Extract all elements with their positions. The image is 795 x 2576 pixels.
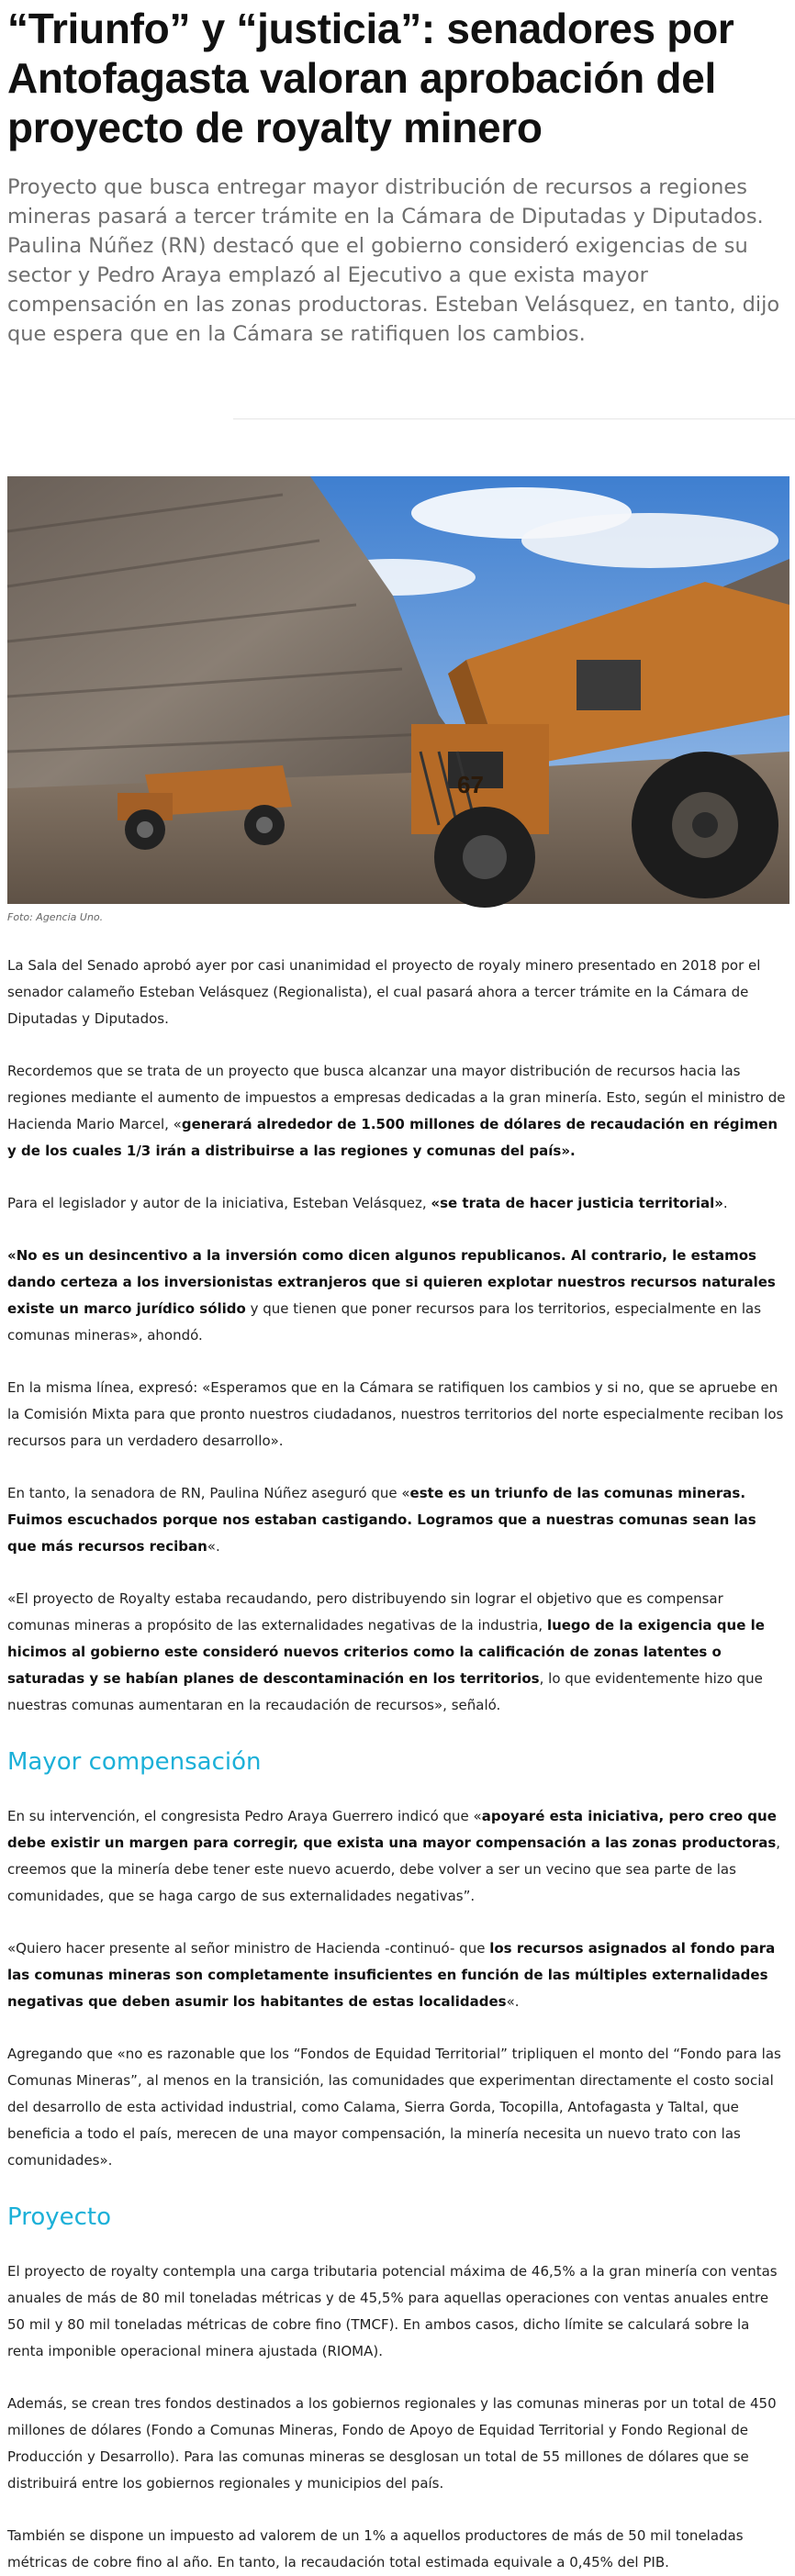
divider xyxy=(233,418,795,419)
paragraph: El proyecto de royalty contempla una carga tributaria potencial máxima de 46,5% a la gran minería con ventas anuales de más de 80 mil toneladas métricas y de 45,5% para aquellas operaciones con ventas anuales entre 50 mil y 80 mil toneladas métricas de cobre fino (TMCF). En ambos casos, dicho límite se calculará sobre la renta imponible operacional minera ajustada (RIOMA). xyxy=(7,2263,778,2359)
hero-image xyxy=(7,476,789,904)
paragraph: «El proyecto de Royalty estaba recaudando, pero distribuyendo sin lograr el objetivo que es compensar comunas mineras a propósito de las externalidades negativas de la industria, luego de la exigencia que le hicimos al gobierno este consideró nuevos criterios como la calificación de zonas latentes o saturadas y se habían planes de descontaminación en los territorios, lo que evidentemente hizo que nuestras comunas aumentaran en la recaudación de recursos», señaló. xyxy=(7,1590,765,1713)
article xyxy=(0,4,795,2576)
article-body xyxy=(7,953,788,2576)
mining-trucks-photo xyxy=(7,476,789,904)
truck-number: 67 xyxy=(457,771,484,798)
paragraph: «Quiero hacer presente al señor ministro de Hacienda -continuó- que los recursos asignados al fondo para las comunas mineras son completamente insuficientes en función de las múltiples externalidades negativas que deben asumir los habitantes de estas localidades«. xyxy=(7,1940,776,2010)
section-heading-proyecto: Proyecto xyxy=(7,2203,112,2231)
paragraph: Recordemos que se trata de un proyecto que busca alcanzar una mayor distribución de recursos hacia las regiones mediante el aumento de impuestos a empresas dedicadas a la gran minería. Esto, según el ministro de Hacienda Mario Marcel, «generará alrededor de 1.500 millones de dólares de recaudación en régimen y de los cuales 1/3 irán a distribuirse a las regiones y comunas del país». xyxy=(7,1063,786,1159)
article-title: “Triunfo” y “justicia”: senadores por Antofagasta valoran aprobación del proyecto de royalty minero xyxy=(7,5,734,151)
paragraph: En su intervención, el congresista Pedro Araya Guerrero indicó que «apoyaré esta iniciativa, pero creo que debe existir un margen para corregir, que exista una mayor compensación a las zonas productoras, creemos que la minería debe tener este nuevo acuerdo, debe volver a ser un vecino que sea parte de las comunidades, que se haga cargo de sus externalidades negativas”. xyxy=(7,1808,781,1904)
paragraph: Para el legislador y autor de la iniciativa, Esteban Velásquez, «se trata de hacer justicia territorial». xyxy=(7,1195,728,1211)
paragraph: Agregando que «no es razonable que los “Fondos de Equidad Territorial” tripliquen el monto del “Fondo para las Comunas Mineras”, al menos en la transición, las comunidades que experimentan directamente el costo social del desarrollo de esta actividad industrial, como Calama, Sierra Gorda, Tocopilla, Antofagasta y Taltal, que beneficia a todo el país, merecen de una mayor compensación, la minería necesita un nuevo trato con las comunidades». xyxy=(7,2046,781,2169)
paragraph: Además, se crean tres fondos destinados a los gobiernos regionales y las comunas mineras por un total de 450 millones de dólares (Fondo a Comunas Mineras, Fondo de Apoyo de Equidad Territorial y Fondo Regional de Producción y Desarrollo). Para las comunas mineras se desglosan un total de 55 millones de dólares que se distribuirá entre los gobiernos regionales y municipios del país. xyxy=(7,2395,777,2492)
paragraph: «No es un desincentivo a la inversión como dicen algunos republicanos. Al contrario, le estamos dando certeza a los inversionistas extranjeros que si quieren explotar nuestros recursos naturales existe un marco jurídico sólido y que tienen que poner recursos para los territorios, especialmente en las comunas mineras», ahondó. xyxy=(7,1247,776,1344)
section-heading-mayor-compensacion: Mayor compensación xyxy=(7,1748,262,1776)
article-lead: Proyecto que busca entregar mayor distribución de recursos a regiones mineras pasará a tercer trámite en la Cámara de Diputadas y Diputados. Paulina Núñez (RN) destacó que el gobierno consideró exigencias de su sector y Pedro Araya emplazó al Ejecutivo a que exista mayor compensación en las zonas productoras. Esteban Velásquez, en tanto, dijo que espera que en la Cámara se ratifiquen los cambios. xyxy=(7,175,780,346)
photo-caption: Foto: Agencia Uno. xyxy=(7,911,104,923)
paragraph: La Sala del Senado aprobó ayer por casi unanimidad el proyecto de royaly minero presentado en 2018 por el senador calameño Esteban Velásquez (Regionalista), el cual pasará ahora a tercer trámite en la Cámara de Diputadas y Diputados. xyxy=(7,957,761,1027)
paragraph: En tanto, la senadora de RN, Paulina Núñez aseguró que «este es un triunfo de las comunas mineras. Fuimos escuchados porque nos estaban castigando. Logramos que a nuestras comunas sean las que más recursos reciban«. xyxy=(7,1485,756,1555)
paragraph: En la misma línea, expresó: «Esperamos que en la Cámara se ratifiquen los cambios y si no, que se apruebe en la Comisión Mixta para que pronto nuestros ciudadanos, nuestros territorios del norte especialmente reciban los recursos para un verdadero desarrollo». xyxy=(7,1379,784,1449)
paragraph: También se dispone un impuesto ad valorem de un 1% a aquellos productores de más de 50 mil toneladas métricas de cobre fino al año. En tanto, la recaudación total estimada equivale a 0,45% del PIB. xyxy=(7,2527,744,2570)
